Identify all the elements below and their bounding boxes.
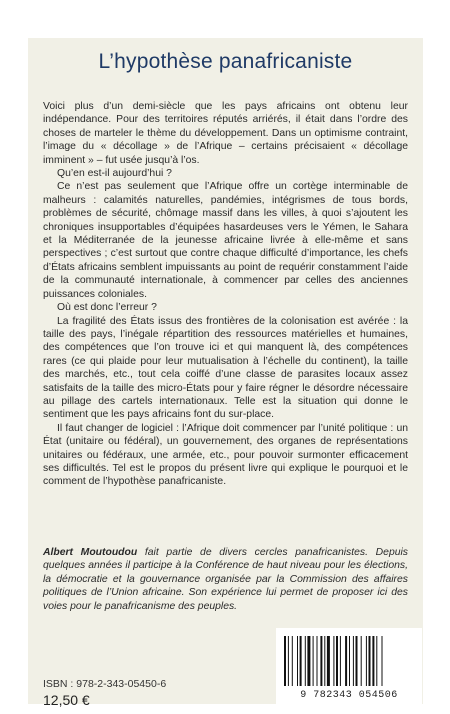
author-name: Albert Moutoudou: [43, 547, 138, 558]
isbn: ISBN : 978-2-343-05450-6: [43, 678, 167, 690]
barcode-number: 9 782343 054506: [300, 690, 398, 701]
barcode: [276, 628, 422, 704]
barcode-bar: [382, 636, 383, 686]
barcode-bar: [300, 636, 302, 686]
barcode-bar: [284, 636, 286, 686]
barcode-bar: [340, 636, 341, 686]
blurb-paragraph-4: Où est donc l’erreur ?: [57, 302, 157, 314]
barcode-bar: [349, 636, 350, 686]
blurb: [43, 100, 408, 489]
barcode-bar: [317, 636, 318, 686]
barcode-bar: [361, 636, 362, 686]
author-bio: [43, 546, 408, 613]
barcode-bar: [376, 636, 377, 686]
barcode-bar: [372, 636, 374, 686]
barcode-bar: [366, 636, 367, 686]
barcode-bar: [320, 636, 322, 686]
price: 12,50 €: [43, 692, 90, 708]
barcode-bar: [292, 636, 293, 686]
book-title: L’hypothèse panafricaniste: [98, 50, 353, 73]
barcode-bar: [324, 636, 325, 686]
blurb-paragraph-1: Voici plus d’un demi-siècle que les pays africains ont obtenu leur indépendance. Pour des territoires réputés arriérés, il était dans l’ordre des choses de marteler le thème du développement. Dans un optimisme contraint, l’image du « décollage » de l’Afrique – certains précisaient « décollage imminent » – fut usée jusqu’à l’os.: [43, 101, 408, 166]
blurb-paragraph-5: La fragilité des États issus des frontières de la colonisation est avérée : la taille des pays, l’inégale répartition des ressources matérielles et humaines, des compétences que l’on trouve ici et qui manquent là, des compétences rares (ce qui plaide pour leur mutualisation à l’échelle du continent), la taille des marchés, etc., tout cela coiffé d’une classe de parasites locaux assez satisfaits de la taille des micro-États pour y faire régner le désordre nécessaire au pillage des cartels internationaux. Telle est la situation qui donne le sentiment que les pays africains font du sur-place.: [43, 315, 408, 421]
barcode-bar: [353, 636, 354, 686]
barcode-bar: [313, 636, 314, 686]
barcode-bar: [333, 636, 334, 686]
barcode-bar: [345, 636, 347, 686]
author-bio-text: fait partie de divers cercles panafricanistes. Depuis quelques années il participe à la Conférence de haut niveau pour les élections, la démocratie et la gouvernance organisée par la Commission des affaires politiques de l’Union africaine. Son expérience lui permet de proposer ici des voies pour le panafricanisme des peuples.: [43, 547, 409, 612]
back-cover: [28, 38, 423, 708]
barcode-bar: [307, 636, 310, 686]
barcode-bar: [288, 636, 289, 686]
blurb-paragraph-3: Ce n’est pas seulement que l’Afrique offre un cortège interminable de malheurs : calamités naturelles, pandémies, intégrismes de tous bords, problèmes de sécurité, chômage massif dans les villes, à quoi s’ajoutent les chroniques insupportables d’équipées hasardeuses vers le Yémen, le Sahara et la Méditerranée de la jeunesse africaine livrée à elle-même et sans perspectives ; c’est surtout que contre chaque difficulté d’importance, les chefs d’États africains semblent impuissants au point de requérir constamment l’aide de la communauté internationale, à commencer par celles des anciennes puissances coloniales.: [43, 181, 408, 300]
barcode-bar: [336, 636, 338, 686]
barcode-bars: [282, 636, 416, 686]
barcode-bar: [327, 636, 330, 686]
barcode-bar: [369, 636, 371, 686]
blurb-paragraph-2: Qu’en est-il aujourd’hui ?: [57, 168, 172, 180]
blurb-paragraph-6: Il faut changer de logiciel : l’Afrique doit commencer par l’unité politique : un État (unitaire ou fédéral), un gouvernement, des organes de représentations unitaires ou fédéraux, une armée, etc., pour pouvoir surmonter efficacement ses difficultés. Tel est le propos du présent livre qui explique le pourquoi et le comment de l’hypothèse panafricaniste.: [43, 422, 408, 488]
barcode-bar: [297, 636, 298, 686]
barcode-bar: [356, 636, 358, 686]
barcode-bar: [305, 636, 306, 686]
